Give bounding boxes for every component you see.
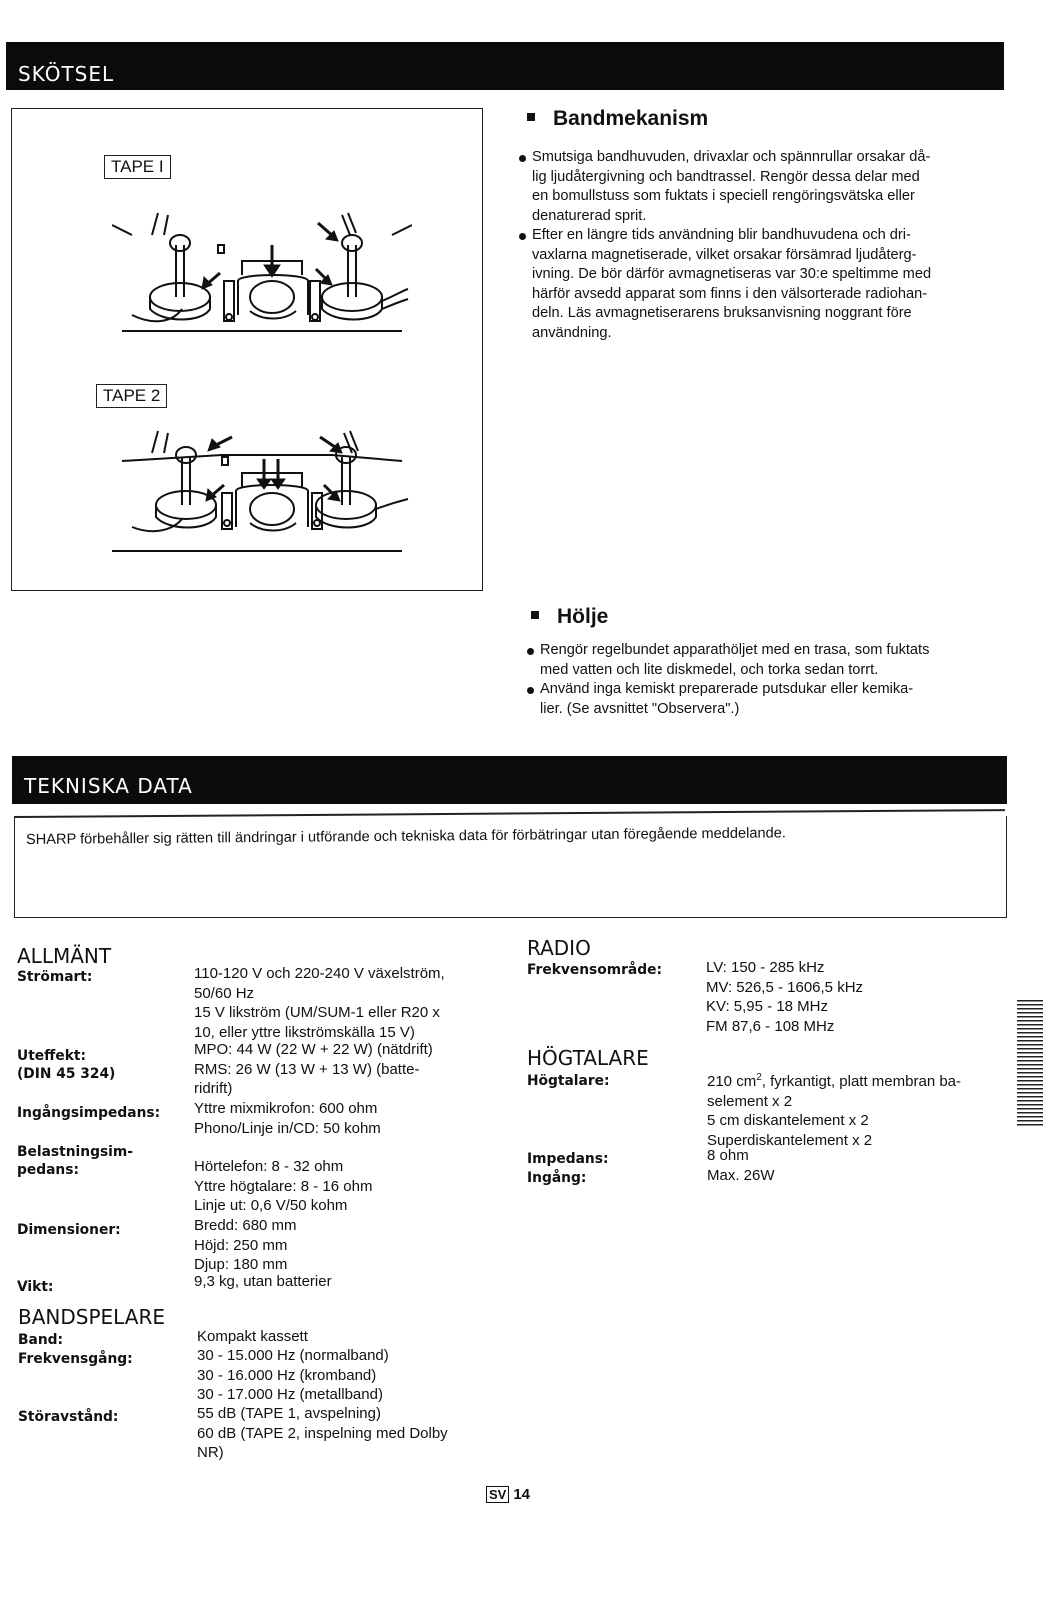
dimensioner-value: Bredd: 680 mm Höjd: 250 mm Djup: 180 mm — [194, 1217, 297, 1274]
holje-list — [527, 641, 1009, 719]
section-title: TEKNISKA DATA — [24, 774, 193, 798]
storavstand-label: Störavstånd: — [18, 1409, 119, 1425]
section-header-tekniska-data — [12, 756, 1007, 804]
frekvensgang-value: 30 - 15.000 Hz (normalband) 30 - 16.000 Hz (kromband) 30 - 17.000 Hz (metallband) — [197, 1347, 389, 1404]
frekvensomrade-value: LV: 150 - 285 kHz MV: 526,5 - 1606,5 kHz KV: 5,95 - 18 MHz FM 87,6 - 108 MHz — [706, 959, 864, 1035]
tape2-label: TAPE 2 — [96, 384, 167, 408]
frekvensgang-label: Frekvensgång: — [18, 1351, 133, 1367]
section-header-skotsel — [6, 42, 1004, 90]
page-number: 14 — [513, 1486, 531, 1503]
vikt-label: Vikt: — [17, 1279, 54, 1295]
bandspelare-title: BANDSPELARE — [18, 1305, 165, 1329]
list-item: Smutsiga bandhuvuden, drivaxlar och spännrullar orsakar då- lig ljudåtergivning och bandtrassel. Rengör dessa delar med en bomullstuss som fuktats i speciell rengöringsvätska eller denaturerad sprit. — [519, 148, 1007, 226]
radio-title: RADIO — [527, 936, 591, 960]
square-bullet-icon — [527, 113, 535, 121]
page-footer — [486, 1486, 530, 1503]
bullet-icon — [519, 233, 526, 240]
list-item: Rengör regelbundet apparathöljet med en trasa, som fuktats med vatten och lite diskmedel, och torka sedan torrt. — [527, 641, 1009, 680]
divider — [15, 809, 1005, 817]
belastningsimpedans-value: Hörtelefon: 8 - 32 ohm Yttre högtalare: 8 - 16 ohm Linje ut: 0,6 V/50 kohm — [194, 1158, 373, 1215]
bandmekanism-list — [519, 148, 1007, 343]
notice-box — [14, 816, 1007, 918]
uteffekt-value: MPO: 44 W (22 W + 22 W) (nätdrift) RMS: 26 W (13 W + 13 W) (batte- ridrift) — [194, 1041, 433, 1098]
ingangsimpedans-label: Ingångsimpedans: — [17, 1105, 161, 1121]
hogtalare-value: 210 $cm^2$, fyrkantigt, platt membran ba- selement x 2 5 cm diskantelement x 2 Superdiskantelement x 2 — [707, 1072, 962, 1149]
band-value: Kompakt kassett — [197, 1328, 308, 1345]
tape2-diagram — [112, 427, 412, 557]
storavstand-value: 55 dB (TAPE 1, avspelning) 60 dB (TAPE 2, inspelning med Dolby NR) — [197, 1405, 448, 1462]
ingang-label: Ingång: — [527, 1170, 587, 1186]
tape-mechanism-figure — [11, 108, 483, 591]
hogtalare-title: HÖGTALARE — [527, 1046, 649, 1070]
vikt-value: 9,3 kg, utan batterier — [194, 1273, 332, 1290]
section-title: SKÖTSEL — [18, 62, 115, 86]
allmant-title: ALLMÄNT — [17, 944, 112, 968]
stromart-value: 110-120 V och 220-240 V växelström, 50/60 Hz 15 V likström (UM/SUM-1 eller R20 x 10, eller yttre likströmskälla 15 V) — [194, 965, 445, 1041]
bullet-icon — [527, 687, 534, 694]
bullet-icon — [519, 155, 526, 162]
list-item: Efter en längre tids användning blir bandhuvudena och dri- vaxlarna magnetiserade, vilket orsakar försämrad ljudåterg- ivning. De bör därför avmagnetiseras var 30:e speltimme med härför avsedd apparat som finns i den välsorterade radiohan- deln. Läs avmagnetiserarens bruksanvisning noggrant före användning. — [519, 226, 1007, 343]
language-badge: SV — [486, 1486, 509, 1503]
impedans-label: Impedans: — [527, 1151, 609, 1167]
impedans-value: 8 ohm — [707, 1147, 749, 1164]
ingangsimpedans-value: Yttre mixmikrofon: 600 ohm Phono/Linje in/CD: 50 kohm — [194, 1100, 381, 1137]
tape1-diagram — [112, 205, 412, 345]
uteffekt-label: Uteffekt: (DIN 45 324) — [17, 1048, 116, 1082]
belastningsimpedans-label: Belastningsim- pedans: — [17, 1144, 134, 1178]
frekvensomrade-label: Frekvensområde: — [527, 962, 662, 978]
band-label: Band: — [18, 1332, 64, 1348]
holje-heading: Hölje — [531, 605, 608, 629]
stromart-label: Strömart: — [17, 969, 93, 985]
hogtalare-label: Högtalare: — [527, 1073, 610, 1089]
margin-tab-marker — [1017, 1000, 1043, 1128]
square-bullet-icon — [531, 611, 539, 619]
list-item: Använd inga kemiskt preparerade putsdukar eller kemika- lier. (Se avsnittet "Observera".) — [527, 680, 1009, 719]
bullet-icon — [527, 648, 534, 655]
notice-text: SHARP förbehåller sig rätten till ändringar i utförande och tekniska data för förbätringar utan föregående meddelande. — [25, 825, 786, 848]
divider — [1006, 816, 1008, 918]
bandmekanism-heading: Bandmekanism — [527, 107, 708, 131]
dimensioner-label: Dimensioner: — [17, 1222, 121, 1238]
tape1-label: TAPE I — [104, 155, 171, 179]
ingang-value: Max. 26W — [707, 1167, 775, 1184]
